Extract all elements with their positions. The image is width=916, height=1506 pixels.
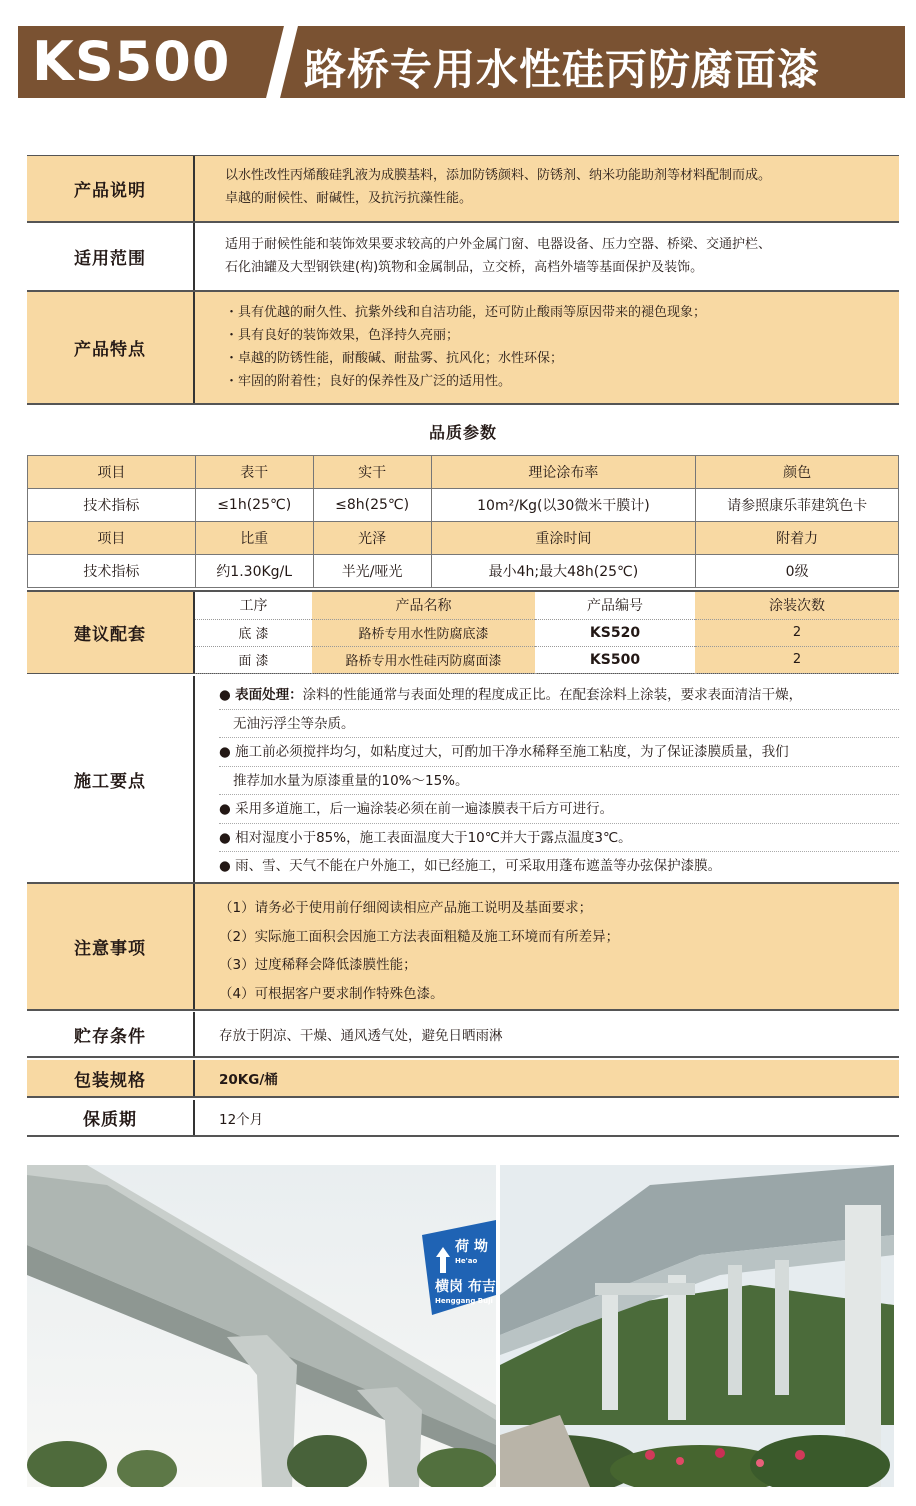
table-cell: 底 漆	[195, 619, 312, 646]
table-cell: 实干	[313, 456, 431, 489]
row-text	[195, 292, 899, 403]
quality-header-row	[28, 522, 899, 555]
shelf-life-value: 12个月	[219, 1111, 264, 1128]
section-label: 贮存条件	[27, 1012, 195, 1056]
recommend-section	[27, 590, 899, 674]
list-item	[219, 681, 899, 710]
item-text: 雨、雪、天气不能在户外施工，如已经施工，可采取用蓬布遮盖等办弦保护漆膜。	[235, 858, 722, 874]
list-item: （1）请务必于使用前仔细阅读相应产品施工说明及基面要求；	[219, 900, 593, 916]
bullet-icon: ●	[219, 829, 231, 846]
table-cell: ≤1h(25℃)	[195, 489, 313, 522]
table-row	[195, 592, 899, 619]
table-cell: 产品编号	[535, 592, 695, 619]
bold-lead: 表面处理：	[235, 687, 303, 703]
notes-body	[195, 884, 899, 1009]
table-cell: 半光/哑光	[313, 555, 431, 588]
text-line: 以水性改性丙烯酸硅乳液为成膜基料，添加防锈颜料、防锈剂、纳米功能助剂等材料配制而成。	[225, 168, 772, 183]
table-cell: 表干	[195, 456, 313, 489]
table-cell: 比重	[195, 522, 313, 555]
bullet-icon: ●	[219, 744, 231, 760]
table-cell: 10m²/Kg(以30微米干膜计)	[431, 489, 696, 522]
storage-value: 存放于阴凉、干燥、通风透气处，避免日晒雨淋	[219, 1028, 503, 1044]
section-label: 保质期	[27, 1100, 195, 1135]
recommend-table	[195, 592, 899, 674]
sign-line-1-en: He'ao	[455, 1257, 478, 1265]
table-cell: 重涂时间	[431, 522, 696, 555]
table-cell: 路桥专用水性防腐底漆	[312, 619, 535, 646]
table-cell: 技术指标	[28, 555, 196, 588]
info-table	[27, 155, 899, 405]
table-cell: 项目	[28, 522, 196, 555]
item-text: 相对湿度小于85%，施工表面温度大于10℃并大于露点温度3℃。	[235, 829, 632, 846]
road-sign-icon	[422, 1220, 496, 1315]
row-text	[195, 156, 899, 221]
list-item: 无油污浮尘等杂质。	[219, 710, 899, 739]
table-cell: 最小4h;最大48h(25℃)	[431, 555, 696, 588]
table-cell: KS500	[535, 646, 695, 673]
table-cell: 涂装次数	[695, 592, 899, 619]
package-value: 20KG/桶	[219, 1072, 278, 1088]
shelf-life-row	[27, 1100, 899, 1137]
list-item	[219, 824, 899, 853]
text-line: 适用于耐候性能和装饰效果要求较高的户外金属门窗、电器设备、压力空器、桥梁、交通护栏、	[225, 237, 772, 252]
table-cell: 0级	[696, 555, 899, 588]
bullet-icon: ●	[219, 687, 231, 703]
row-label: 适用范围	[27, 223, 195, 290]
section-label: 施工要点	[27, 676, 195, 882]
row-description	[27, 155, 899, 221]
list-item: 推荐加水量为原漆重量的10%～15%。	[219, 767, 899, 796]
banner-divider	[266, 26, 298, 98]
table-cell: 光泽	[313, 522, 431, 555]
bridge-photo-right	[500, 1165, 894, 1487]
text-line: 石化油罐及大型钢铁建(构)筑物和金属制品，立交桥，高档外墙等基面保护及装饰。	[225, 260, 704, 275]
row-text	[195, 223, 899, 290]
title-banner	[18, 26, 905, 98]
table-cell: 请参照康乐菲建筑色卡	[696, 489, 899, 522]
product-code-title: KS500	[32, 30, 231, 93]
sign-line-2: 横岗 布吉	[435, 1279, 496, 1295]
bullet-icon: ●	[219, 801, 231, 817]
row-label: 产品说明	[27, 156, 195, 221]
row-features	[27, 290, 899, 405]
item-text: 施工前必须搅拌均匀，如粘度过大，可酌加干净水稀释至施工粘度，为了保证漆膜质量，我们	[235, 744, 789, 760]
bullet-icon: ●	[219, 858, 231, 874]
table-cell: 颜色	[696, 456, 899, 489]
construction-section	[27, 676, 899, 884]
list-item	[219, 738, 899, 767]
row-scope	[27, 221, 899, 290]
table-cell: KS520	[535, 619, 695, 646]
sign-line-1: 荷 坳	[455, 1239, 488, 1255]
list-item: （2）实际施工面积会因施工方法表面粗糙及施工环境而有所差异；	[219, 928, 620, 945]
construction-body	[195, 676, 899, 882]
table-cell: 工序	[195, 592, 312, 619]
table-row	[195, 619, 899, 646]
text-line: ・卓越的防锈性能，耐酸碱、耐盐雾、抗风化；水性环保；	[225, 351, 564, 366]
quality-value-row	[28, 489, 899, 522]
section-label: 包装规格	[27, 1060, 195, 1096]
item-text: 涂料的性能通常与表面处理的程度成正比。在配套涂料上涂装，要求表面清洁干燥，	[302, 687, 803, 703]
text-line: ・牢固的附着性；良好的保养性及广泛的适用性。	[225, 374, 512, 389]
product-name-title: 路桥专用水性硅丙防腐面漆	[304, 45, 821, 94]
list-item: （4）可根据客户要求制作特殊色漆。	[219, 985, 444, 1002]
table-cell: ≤8h(25℃)	[313, 489, 431, 522]
table-cell: 理论涂布率	[431, 456, 696, 489]
table-cell: 2	[695, 619, 899, 646]
package-row	[27, 1060, 899, 1098]
section-label: 注意事项	[27, 884, 195, 1009]
quality-title: 品质参数	[428, 423, 497, 442]
table-cell: 技术指标	[28, 489, 196, 522]
quality-table	[27, 455, 899, 588]
text-line: ・具有良好的装饰效果，色泽持久亮丽；	[225, 328, 460, 343]
storage-row	[27, 1012, 899, 1058]
table-cell: 项目	[28, 456, 196, 489]
list-item: （3）过度稀释会降低漆膜性能；	[219, 957, 417, 973]
table-cell: 约1.30Kg/L	[195, 555, 313, 588]
table-cell: 产品名称	[312, 592, 535, 619]
table-cell: 面 漆	[195, 646, 312, 673]
notes-section	[27, 884, 899, 1011]
row-label: 产品特点	[27, 292, 195, 403]
list-item	[219, 852, 899, 881]
quality-value-row	[28, 555, 899, 588]
item-text: 采用多道施工，后一遍涂装必须在前一遍漆膜表干后方可进行。	[235, 801, 614, 817]
table-cell: 2	[695, 646, 899, 673]
text-line: 卓越的耐候性、耐碱性，及抗污抗藻性能。	[225, 191, 473, 206]
table-row	[195, 646, 899, 673]
bridge-photo-left	[27, 1165, 496, 1487]
sign-line-2-en: Henggang Buji	[435, 1297, 493, 1305]
text-line: ・具有优越的耐久性、抗紫外线和自洁功能，还可防止酸雨等原因带来的褪色现象；	[225, 305, 707, 320]
list-item	[219, 795, 899, 824]
quality-header-row	[28, 456, 899, 489]
table-cell: 路桥专用水性硅丙防腐面漆	[312, 646, 535, 673]
section-label: 建议配套	[27, 592, 195, 673]
table-cell: 附着力	[696, 522, 899, 555]
